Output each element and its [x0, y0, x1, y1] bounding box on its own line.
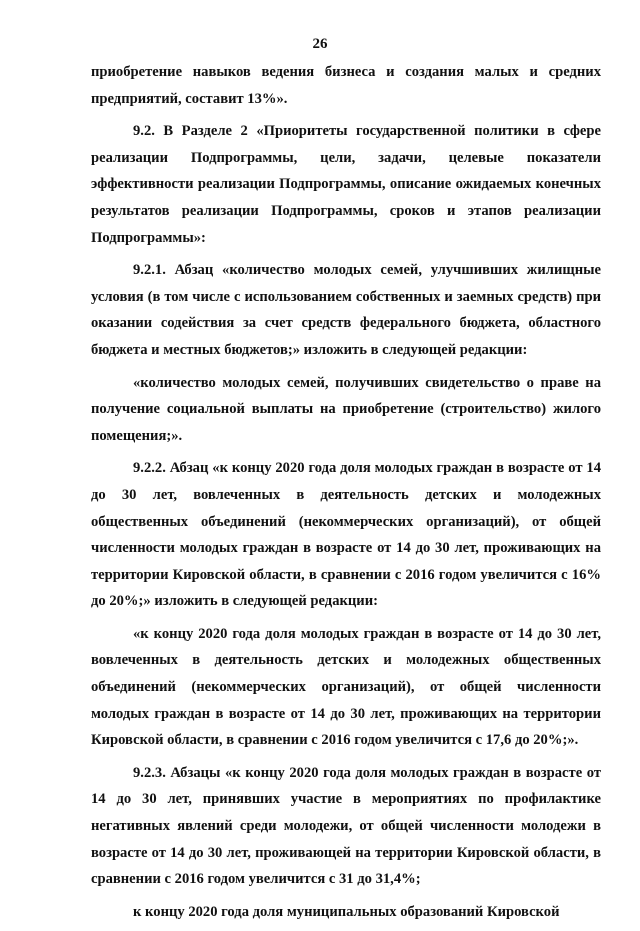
document-body: [91, 59, 601, 931]
paragraph-9-2-3: 9.2.3. Абзацы «к концу 2020 года доля молодых граждан в возрасте от 14 до 30 лет, принявших участие в мероприятиях по профилактике негативных явлений среди молодежи, от общей численности молодежи в возрасте от 14 до 30 лет, проживающей на территории Кировской области, в сравнении с 2016 годом увеличится с 31 до 31,4%;: [91, 764, 601, 888]
paragraph-9-2-1-new-wording: «количество молодых семей, получивших свидетельство о праве на получение социальной выплаты на приобретение (строительство) жилого помещения;».: [91, 374, 601, 444]
paragraph-9-2-2-new-wording: «к концу 2020 года доля молодых граждан в возрасте от 14 до 30 лет, вовлеченных в деятельность детских и молодежных общественных объединений (некоммерческих организаций), от общей численности молодых граждан в возрасте от 14 до 30 лет, проживающих на территории Кировской области, в сравнении с 2016 годом увеличится с 17,6 до 20%;».: [91, 625, 601, 749]
paragraph-9-2-2: 9.2.2. Абзац «к концу 2020 года доля молодых граждан в возрасте от 14 до 30 лет, вовлеченных в деятельность детских и молодежных общественных объединений (некоммерческих организаций), от общей численности молодых граждан в возрасте от 14 до 30 лет, проживающих на территории Кировской области, в сравнении с 2016 годом увеличится с 16% до 20%;» изложить в следующей редакции:: [91, 460, 601, 610]
paragraph-9-2-1: 9.2.1. Абзац «количество молодых семей, улучшивших жилищные условия (в том числе с использованием собственных и заемных средств) при оказании содействия за счет средств федерального бюджета, областного бюджета и местных бюджетов;» изложить в следующей редакции:: [91, 262, 601, 358]
paragraph-9-2: 9.2. В Разделе 2 «Приоритеты государственной политики в сфере реализации Подпрограммы, цели, задачи, целевые показатели эффективности реализации Подпрограммы, описание ожидаемых конечных результатов реализации Подпрограммы, сроков и этапов реализации Подпрограммы»:: [91, 123, 601, 246]
paragraph-continuation: приобретение навыков ведения бизнеса и создания малых и средних предприятий, составит 13%».: [91, 64, 601, 107]
page-number: 26: [312, 36, 328, 52]
paragraph-9-2-3-second: к концу 2020 года доля муниципальных образований Кировской: [133, 903, 560, 920]
